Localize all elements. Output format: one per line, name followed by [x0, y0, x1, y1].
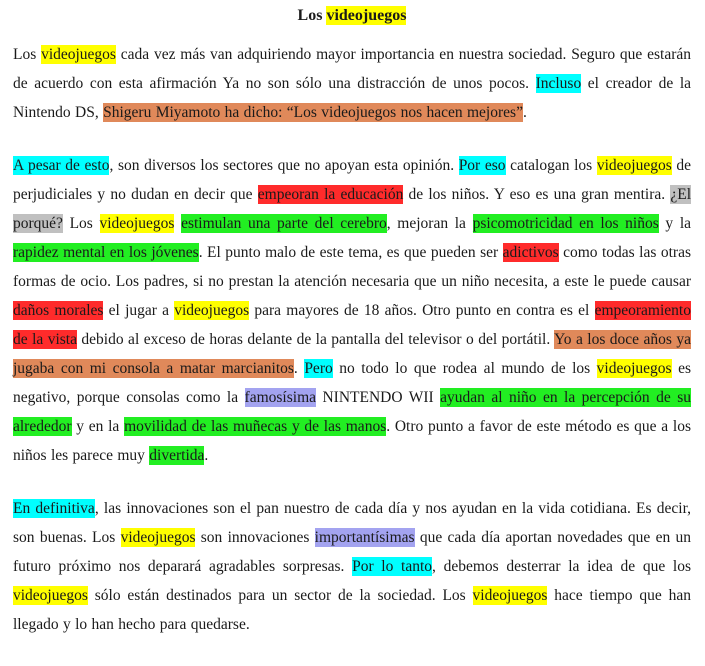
text-run: NINTENDO WII: [316, 389, 441, 406]
text-run: Los: [62, 215, 100, 232]
highlight-gray: ¿El porqué?: [13, 186, 692, 232]
text-run: el creador de la Nintendo DS,: [13, 75, 692, 121]
document-title: [13, 6, 691, 26]
text-run: y en la: [71, 418, 125, 435]
highlight-green: rapidez mental en los jóvenes: [13, 244, 199, 261]
text-run: , son diversos los sectores que no apoyan esta opinión.: [109, 157, 459, 174]
highlight-green: ayudan al niño en la percepción de su alrededor: [13, 389, 691, 435]
text-run: , las innovaciones son el pan nuestro de cada día y nos ayudan en la vida cotidiana. Es decir, son buenas. Los: [13, 500, 691, 546]
highlight-cyan: En definitiva: [13, 500, 95, 517]
highlight-red: empeoran la educación: [257, 186, 404, 203]
highlight-cyan: Incluso: [535, 75, 582, 92]
paragraph-arguments: [13, 151, 691, 470]
highlight-yellow: videojuegos: [596, 360, 672, 377]
text-run: el jugar a: [103, 302, 175, 319]
text-run: Los: [13, 46, 42, 63]
highlight-green: movilidad de las muñecas y de las manos: [124, 418, 387, 435]
text-run: . El punto malo de este tema, es que pueden ser: [198, 244, 503, 261]
highlight-orange: Yo a los doce años ya jugaba con mi consola a matar marcianitos: [13, 331, 691, 377]
text-run: no todo lo que rodea al mundo de los: [332, 360, 597, 377]
text-run: , mejoran la: [386, 215, 473, 232]
highlight-cyan: A pesar de esto: [13, 157, 110, 174]
highlight-orange: Shigeru Miyamoto ha dicho: “Los videojuegos nos hacen mejores”: [103, 104, 523, 121]
highlight-yellow: videojuegos: [120, 529, 196, 546]
text-run: de perjudiciales y no dudan en decir que: [13, 157, 691, 203]
text-run: . Otro punto a favor de este método es que a los niños les parece muy: [13, 418, 692, 464]
text-run: .: [522, 104, 527, 121]
text-run: hace tiempo que han llegado y lo han hecho para quedarse.: [13, 587, 691, 633]
highlight-green: divertida: [149, 447, 205, 464]
highlight-cyan: Por eso: [458, 157, 506, 174]
highlight-yellow: videojuegos: [326, 7, 407, 24]
text-run: .: [293, 360, 305, 377]
text-run: son innovaciones: [195, 529, 315, 546]
text-run: Los: [297, 7, 327, 24]
highlight-yellow: videojuegos: [41, 46, 116, 63]
highlight-red: empeoramiento de la vista: [13, 302, 691, 348]
text-run: como todas las otras formas de ocio. Los padres, si no prestan la atención necesaria que un niño necesita, a este le puede causar: [13, 244, 691, 290]
text-run: catalogan los: [505, 157, 597, 174]
highlight-green: psicomotricidad en los niños: [472, 215, 659, 232]
highlight-yellow: videojuegos: [99, 215, 175, 232]
highlight-red: adictivos: [502, 244, 559, 261]
highlight-cyan: Por lo tanto: [352, 558, 433, 575]
text-run: para mayores de 18 años. Otro punto en contra es el: [249, 302, 595, 319]
text-run: .: [204, 447, 209, 464]
highlight-green: estimulan una parte del cerebro: [181, 215, 387, 232]
text-run: , debemos desterrar la idea de que los: [432, 558, 691, 575]
text-run: de los niños. Y eso es una gran mentira.: [403, 186, 671, 203]
text-run: y la: [658, 215, 692, 232]
text-run: sólo están destinados para un sector de la sociedad. Los: [87, 587, 473, 604]
text-run: es negativo, porque consolas como la: [13, 360, 691, 406]
paragraph-intro: [13, 40, 691, 127]
text-run: debido al exceso de horas delante de la pantalla del televisor o del portátil.: [76, 331, 555, 348]
highlight-cyan: Pero: [304, 360, 333, 377]
highlight-yellow: videojuegos: [174, 302, 250, 319]
highlight-red: daños morales: [13, 302, 104, 319]
highlight-lavender: importantísimas: [314, 529, 415, 546]
text-run: cada vez más van adquiriendo mayor importancia en nuestra sociedad. Seguro que estarán de acuerdo con esta afirmación Ya no son sólo una distracción de unos pocos.: [13, 46, 692, 92]
highlight-yellow: videojuegos: [472, 587, 548, 604]
text-run: que cada día aportan novedades que en un futuro próximo nos deparará agradables sorpresas.: [13, 529, 691, 575]
highlight-lavender: famosísima: [244, 389, 317, 406]
highlight-yellow: videojuegos: [13, 587, 88, 604]
paragraph-conclusion: [13, 494, 691, 639]
highlight-yellow: videojuegos: [596, 157, 672, 174]
